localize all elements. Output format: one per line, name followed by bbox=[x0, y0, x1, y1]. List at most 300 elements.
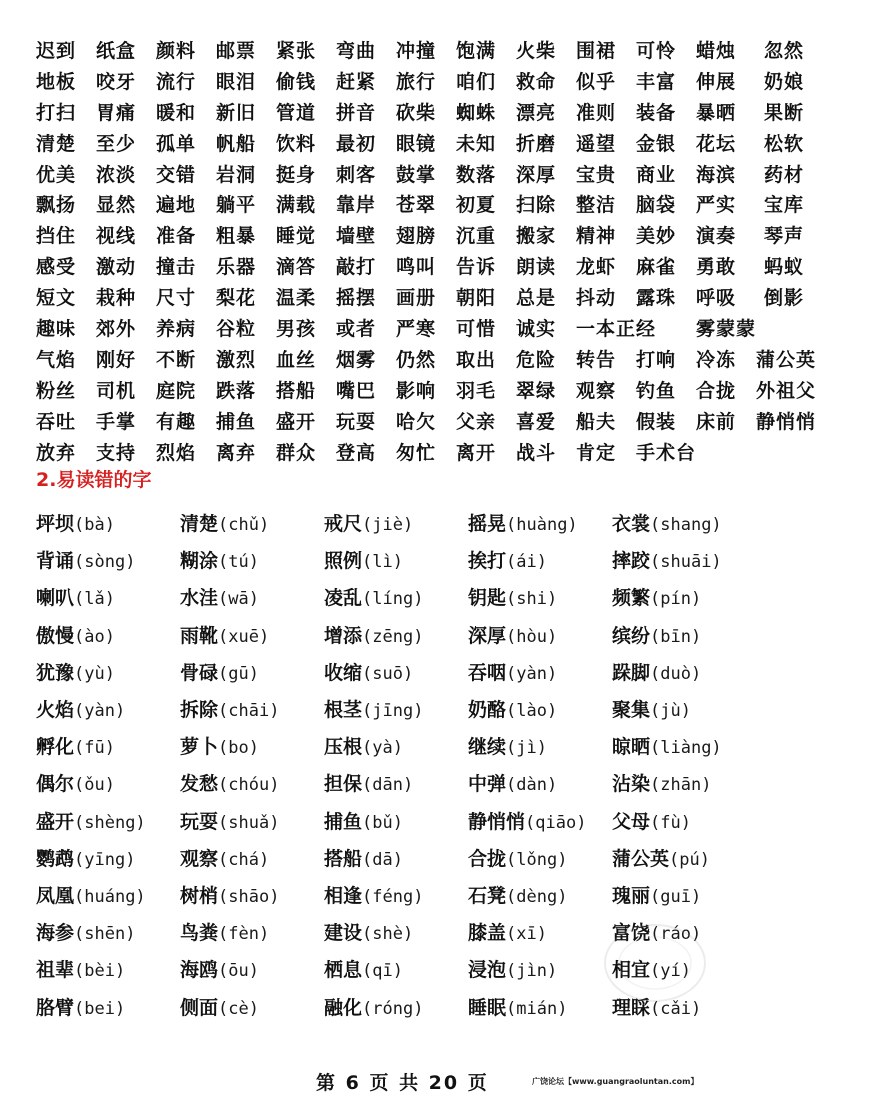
entry-pinyin: (chāi) bbox=[218, 701, 280, 722]
vocab-word: 摇摆 bbox=[336, 287, 377, 310]
vocab-word: 刺客 bbox=[336, 163, 377, 186]
vocab-word: 扫除 bbox=[516, 194, 557, 217]
vocab-word: 孤单 bbox=[156, 132, 197, 155]
pinyin-entry bbox=[36, 624, 180, 647]
vocab-word: 靠岸 bbox=[336, 194, 377, 217]
entry-pinyin: (bǔ) bbox=[362, 812, 403, 833]
entry-pinyin: (ái) bbox=[506, 552, 547, 573]
vocab-word: 滴答 bbox=[276, 256, 317, 279]
vocab-word: 花坛 bbox=[696, 132, 737, 155]
entry-word: 拆除 bbox=[180, 699, 219, 722]
vocab-word: 床前 bbox=[696, 410, 737, 433]
vocab-word: 手掌 bbox=[96, 410, 137, 433]
entry-word: 增添 bbox=[324, 624, 363, 647]
pinyin-entry bbox=[324, 996, 468, 1019]
pinyin-entry bbox=[324, 847, 468, 870]
vocab-word: 未知 bbox=[456, 132, 497, 155]
vocab-word: 总是 bbox=[516, 287, 557, 310]
pinyin-entry bbox=[612, 589, 756, 608]
entry-word: 衣裳 bbox=[612, 513, 651, 536]
entry-pinyin: (chǔ) bbox=[218, 515, 270, 536]
entry-pinyin: (shēn) bbox=[74, 924, 136, 945]
vocab-word: 眼镜 bbox=[396, 132, 437, 155]
entry-pinyin: (lǎ) bbox=[74, 589, 115, 610]
vocab-word: 暴晒 bbox=[696, 101, 737, 124]
page-number: 第 6 页 共 20 页 bbox=[316, 1072, 489, 1094]
vocab-word: 至少 bbox=[96, 132, 137, 155]
entry-pinyin: (huàng) bbox=[506, 515, 578, 536]
entry-pinyin: (yù) bbox=[74, 663, 115, 684]
vocab-word: 整洁 bbox=[576, 194, 617, 217]
pinyin-entry bbox=[468, 996, 612, 1019]
pinyin-entry bbox=[612, 515, 756, 534]
entry-pinyin: (chá) bbox=[218, 849, 270, 870]
entry-word: 火焰 bbox=[36, 699, 75, 722]
pinyin-entry bbox=[180, 961, 324, 980]
entry-word: 奶酪 bbox=[468, 699, 507, 722]
vocab-word: 商业 bbox=[636, 163, 677, 186]
entry-pinyin: (fù) bbox=[650, 812, 691, 833]
entry-word: 水洼 bbox=[180, 587, 219, 610]
pinyin-entry bbox=[468, 661, 612, 684]
vocab-word: 咱们 bbox=[456, 70, 497, 93]
vocab-word: 挡住 bbox=[36, 225, 77, 248]
entry-word: 缤纷 bbox=[612, 624, 651, 647]
entry-pinyin: (jì) bbox=[506, 738, 547, 759]
entry-pinyin: (qī) bbox=[362, 961, 403, 982]
entry-pinyin: (lǒng) bbox=[506, 849, 568, 870]
vocab-row bbox=[36, 314, 756, 345]
pinyin-entry bbox=[324, 661, 468, 684]
vocab-word: 司机 bbox=[96, 379, 137, 402]
vocab-word: 梨花 bbox=[216, 287, 257, 310]
vocab-row bbox=[36, 36, 805, 67]
entry-word: 深厚 bbox=[468, 624, 507, 647]
vocab-word: 海滨 bbox=[696, 163, 737, 186]
entry-pinyin: (gū) bbox=[218, 663, 259, 684]
entry-word: 搭船 bbox=[324, 847, 363, 870]
entry-word: 鸟粪 bbox=[180, 922, 219, 945]
entry-pinyin: (jìn) bbox=[506, 961, 558, 982]
vocab-row bbox=[36, 160, 805, 191]
vocab-word: 谷粒 bbox=[216, 317, 257, 340]
vocab-word: 翅膀 bbox=[396, 225, 437, 248]
pinyin-entry bbox=[36, 738, 180, 757]
entry-word: 孵化 bbox=[36, 736, 75, 759]
entry-word: 偶尔 bbox=[36, 773, 75, 796]
vocab-word: 宝贵 bbox=[576, 163, 617, 186]
pinyin-entry bbox=[36, 884, 180, 907]
pinyin-entry bbox=[36, 924, 180, 943]
pinyin-entry bbox=[36, 515, 180, 534]
entry-word: 鹦鹉 bbox=[36, 847, 75, 870]
vocab-word: 迟到 bbox=[36, 39, 77, 62]
entry-word: 海参 bbox=[36, 922, 75, 945]
vocab-row bbox=[36, 407, 817, 438]
vocab-word: 琴声 bbox=[764, 225, 805, 248]
vocab-word: 满载 bbox=[276, 194, 317, 217]
entry-pinyin: (pín) bbox=[650, 589, 702, 610]
entry-word: 富饶 bbox=[612, 922, 651, 945]
pinyin-entry bbox=[468, 884, 612, 907]
pinyin-entry bbox=[36, 775, 180, 794]
entry-word: 融化 bbox=[324, 996, 363, 1019]
vocab-word: 盛开 bbox=[276, 410, 317, 433]
vocab-word: 捕鱼 bbox=[216, 410, 257, 433]
pinyin-entry bbox=[468, 624, 612, 647]
pinyin-entry bbox=[468, 515, 612, 534]
vocab-word: 栽种 bbox=[96, 287, 137, 310]
vocab-word: 告诉 bbox=[456, 256, 497, 279]
pinyin-entry bbox=[612, 775, 756, 794]
pinyin-entry bbox=[36, 589, 180, 608]
vocab-word: 奶娘 bbox=[764, 70, 805, 93]
pinyin-entry bbox=[468, 924, 612, 943]
vocab-word: 温柔 bbox=[276, 287, 317, 310]
vocab-word: 男孩 bbox=[276, 317, 317, 340]
pinyin-row bbox=[36, 618, 756, 655]
pinyin-entry bbox=[36, 810, 180, 833]
vocab-word: 朝阳 bbox=[456, 287, 497, 310]
vocab-word: 脑袋 bbox=[636, 194, 677, 217]
entry-word: 观察 bbox=[180, 847, 219, 870]
vocab-word: 躺平 bbox=[216, 194, 257, 217]
pinyin-entry bbox=[468, 810, 612, 833]
pinyin-entry bbox=[180, 738, 324, 757]
entry-word: 钥匙 bbox=[468, 587, 507, 610]
vocab-word: 搬家 bbox=[516, 225, 557, 248]
pinyin-row bbox=[36, 692, 756, 729]
vocab-row bbox=[36, 345, 817, 376]
pinyin-entry bbox=[612, 661, 756, 684]
entry-word: 相逢 bbox=[324, 884, 363, 907]
entry-word: 骨碌 bbox=[180, 661, 219, 684]
vocab-word: 羽毛 bbox=[456, 379, 497, 402]
vocab-word: 冲撞 bbox=[396, 39, 437, 62]
vocab-row bbox=[36, 98, 805, 129]
entry-word: 祖辈 bbox=[36, 959, 75, 982]
vocab-word: 外祖父 bbox=[756, 379, 817, 402]
pinyin-entry bbox=[180, 589, 324, 608]
pinyin-entry bbox=[468, 738, 612, 757]
vocab-word: 敲打 bbox=[336, 256, 377, 279]
entry-pinyin: (yīng) bbox=[74, 849, 136, 870]
entry-word: 照例 bbox=[324, 550, 363, 573]
entry-word: 喇叭 bbox=[36, 587, 75, 610]
entry-pinyin: (bei) bbox=[74, 998, 126, 1019]
pinyin-entry bbox=[36, 701, 180, 720]
entry-word: 合拢 bbox=[468, 847, 507, 870]
pinyin-entry bbox=[612, 552, 756, 571]
vocab-word: 父亲 bbox=[456, 410, 497, 433]
vocab-word: 火柴 bbox=[516, 39, 557, 62]
vocab-word: 遍地 bbox=[156, 194, 197, 217]
vocab-word: 跌落 bbox=[216, 379, 257, 402]
vocab-word: 美妙 bbox=[636, 225, 677, 248]
entry-word: 建设 bbox=[324, 922, 363, 945]
entry-word: 摇晃 bbox=[468, 513, 507, 536]
vocab-word: 打响 bbox=[636, 348, 677, 371]
vocab-word: 取出 bbox=[456, 348, 497, 371]
vocab-word: 麻雀 bbox=[636, 256, 677, 279]
vocab-word: 蜡烛 bbox=[696, 39, 737, 62]
vocab-word: 装备 bbox=[636, 101, 677, 124]
vocab-word: 邮票 bbox=[216, 39, 257, 62]
vocab-word: 呼吸 bbox=[696, 287, 737, 310]
entry-pinyin: (fū) bbox=[74, 738, 115, 759]
vocab-word: 精神 bbox=[576, 225, 617, 248]
pinyin-entry bbox=[180, 810, 324, 833]
vocab-word: 短文 bbox=[36, 287, 77, 310]
vocab-row bbox=[36, 283, 805, 314]
entry-pinyin: (bà) bbox=[74, 515, 115, 536]
entry-word: 海鸥 bbox=[180, 959, 219, 982]
vocab-word: 钓鱼 bbox=[636, 379, 677, 402]
entry-word: 跺脚 bbox=[612, 661, 651, 684]
entry-word: 浸泡 bbox=[468, 959, 507, 982]
entry-pinyin: (huáng) bbox=[74, 886, 146, 907]
entry-word: 收缩 bbox=[324, 661, 363, 684]
entry-pinyin: (ōu) bbox=[218, 961, 259, 982]
vocab-word: 支持 bbox=[96, 441, 137, 464]
entry-pinyin: (ráo) bbox=[650, 924, 702, 945]
vocab-word: 搭船 bbox=[276, 379, 317, 402]
vocab-word: 诚实 bbox=[516, 317, 557, 340]
vocab-word: 丰富 bbox=[636, 70, 677, 93]
vocab-word: 紧张 bbox=[276, 39, 317, 62]
vocab-word: 静悄悄 bbox=[756, 410, 817, 433]
entry-pinyin: (cè) bbox=[218, 998, 259, 1019]
vocab-word: 冷冻 bbox=[696, 348, 737, 371]
vocab-word: 离开 bbox=[456, 441, 497, 464]
vocab-word: 交错 bbox=[156, 163, 197, 186]
vocab-word: 翠绿 bbox=[516, 379, 557, 402]
section-title: 2.易读错的字 bbox=[36, 469, 152, 491]
vocab-word: 眼泪 bbox=[216, 70, 257, 93]
vocab-word: 玩耍 bbox=[336, 410, 377, 433]
vocab-word: 假装 bbox=[636, 410, 677, 433]
entry-word: 担保 bbox=[324, 773, 363, 796]
entry-pinyin: (yà) bbox=[362, 738, 403, 759]
entry-pinyin: (suō) bbox=[362, 663, 414, 684]
entry-pinyin: (cǎi) bbox=[650, 998, 702, 1019]
page-footer bbox=[0, 1068, 780, 1098]
entry-pinyin: (yàn) bbox=[506, 663, 558, 684]
pinyin-row bbox=[36, 506, 756, 543]
vocab-row bbox=[36, 252, 805, 283]
pinyin-entry bbox=[180, 847, 324, 870]
entry-pinyin: (tú) bbox=[218, 552, 259, 573]
vocab-word: 转告 bbox=[576, 348, 617, 371]
pinyin-entry bbox=[612, 810, 756, 833]
pinyin-row bbox=[36, 841, 756, 878]
entry-word: 挨打 bbox=[468, 550, 507, 573]
vocab-word: 弯曲 bbox=[336, 39, 377, 62]
pinyin-entry bbox=[180, 996, 324, 1019]
pinyin-entry bbox=[36, 996, 180, 1019]
vocab-word: 深厚 bbox=[516, 163, 557, 186]
vocab-word: 喜爱 bbox=[516, 410, 557, 433]
entry-pinyin: (shuǎ) bbox=[218, 812, 280, 833]
vocab-word: 拼音 bbox=[336, 101, 377, 124]
entry-pinyin: (jīng) bbox=[362, 701, 424, 722]
pinyin-entry bbox=[324, 624, 468, 647]
pinyin-entry bbox=[468, 961, 612, 980]
vocab-word: 飘扬 bbox=[36, 194, 77, 217]
pinyin-entry bbox=[468, 775, 612, 794]
vocab-word: 新旧 bbox=[216, 101, 257, 124]
vocab-word: 药材 bbox=[764, 163, 805, 186]
entry-pinyin: (chóu) bbox=[218, 775, 280, 796]
vocab-word: 赶紧 bbox=[336, 70, 377, 93]
entry-pinyin: (mián) bbox=[506, 998, 568, 1019]
entry-pinyin: (bèi) bbox=[74, 961, 126, 982]
vocab-word: 仍然 bbox=[396, 348, 437, 371]
vocab-word: 朗读 bbox=[516, 256, 557, 279]
entry-pinyin: (xuē) bbox=[218, 626, 270, 647]
entry-word: 侧面 bbox=[180, 996, 219, 1019]
vocab-word: 视线 bbox=[96, 225, 137, 248]
vocab-word: 浓淡 bbox=[96, 163, 137, 186]
entry-pinyin: (lì) bbox=[362, 552, 403, 573]
pinyin-entry bbox=[468, 589, 612, 608]
entry-word: 发愁 bbox=[180, 773, 219, 796]
pinyin-entry bbox=[324, 961, 468, 980]
entry-word: 沾染 bbox=[612, 773, 651, 796]
vocab-word: 流行 bbox=[156, 70, 197, 93]
entry-word: 清楚 bbox=[180, 513, 219, 536]
vocab-word: 管道 bbox=[276, 101, 317, 124]
entry-pinyin: (jiè) bbox=[362, 515, 414, 536]
entry-pinyin: (dān) bbox=[362, 775, 414, 796]
pinyin-row bbox=[36, 804, 756, 841]
entry-word: 睡眠 bbox=[468, 996, 507, 1019]
vocab-word: 金银 bbox=[636, 132, 677, 155]
pinyin-entry bbox=[324, 515, 468, 534]
vocab-word: 乐器 bbox=[216, 256, 257, 279]
entry-word: 聚集 bbox=[612, 699, 651, 722]
entry-pinyin: (shuāi) bbox=[650, 552, 722, 573]
vocab-row bbox=[36, 376, 817, 407]
vocab-word: 暖和 bbox=[156, 101, 197, 124]
vocab-word: 不断 bbox=[156, 348, 197, 371]
pinyin-entry bbox=[324, 775, 468, 794]
vocab-word: 岩洞 bbox=[216, 163, 257, 186]
vocab-word: 纸盒 bbox=[96, 39, 137, 62]
entry-pinyin: (yí) bbox=[650, 961, 691, 982]
vocab-word: 果断 bbox=[764, 101, 805, 124]
vocab-word: 龙虾 bbox=[576, 256, 617, 279]
entry-word: 中弹 bbox=[468, 773, 507, 796]
pinyin-entry bbox=[324, 810, 468, 833]
vocab-word: 烟雾 bbox=[336, 348, 377, 371]
vocab-word: 或者 bbox=[336, 317, 377, 340]
pinyin-entry bbox=[180, 624, 324, 647]
vocab-word: 雾蒙蒙 bbox=[696, 317, 757, 340]
vocab-word: 睡觉 bbox=[276, 225, 317, 248]
vocab-word: 粗暴 bbox=[216, 225, 257, 248]
pinyin-entry bbox=[612, 884, 756, 907]
vocab-word: 严寒 bbox=[396, 317, 437, 340]
entry-pinyin: (duò) bbox=[650, 663, 702, 684]
pinyin-row bbox=[36, 543, 756, 580]
entry-word: 凌乱 bbox=[324, 587, 363, 610]
pinyin-entry bbox=[180, 924, 324, 943]
entry-pinyin: (pú) bbox=[669, 849, 710, 870]
pinyin-entry bbox=[36, 661, 180, 684]
vocab-word: 清楚 bbox=[36, 132, 77, 155]
vocab-row bbox=[36, 221, 805, 252]
vocab-word: 似乎 bbox=[576, 70, 617, 93]
entry-word: 压根 bbox=[324, 736, 363, 759]
entry-word: 根茎 bbox=[324, 699, 363, 722]
vocab-word: 咬牙 bbox=[96, 70, 137, 93]
vocab-word: 优美 bbox=[36, 163, 77, 186]
entry-pinyin: (yàn) bbox=[74, 701, 126, 722]
pinyin-entry bbox=[180, 884, 324, 907]
entry-pinyin: (wā) bbox=[218, 589, 259, 610]
vocab-word: 准则 bbox=[576, 101, 617, 124]
vocab-word: 庭院 bbox=[156, 379, 197, 402]
entry-word: 相宜 bbox=[612, 959, 651, 982]
entry-pinyin: (xī) bbox=[506, 924, 547, 945]
entry-word: 理睬 bbox=[612, 996, 651, 1019]
vocab-word: 救命 bbox=[516, 70, 557, 93]
entry-pinyin: (bo) bbox=[218, 738, 259, 759]
entry-word: 糊涂 bbox=[180, 550, 219, 573]
vocab-word: 沉重 bbox=[456, 225, 497, 248]
vocab-word: 严实 bbox=[696, 194, 737, 217]
vocab-word: 血丝 bbox=[276, 348, 317, 371]
entry-word: 静悄悄 bbox=[468, 810, 526, 833]
vocab-word: 最初 bbox=[336, 132, 377, 155]
pinyin-entry bbox=[180, 701, 324, 720]
entry-word: 摔跤 bbox=[612, 550, 651, 573]
vocab-row bbox=[36, 67, 805, 98]
vocab-word: 有趣 bbox=[156, 410, 197, 433]
vocab-word: 地板 bbox=[36, 70, 77, 93]
vocab-word: 显然 bbox=[96, 194, 137, 217]
vocab-word: 围裙 bbox=[576, 39, 617, 62]
vocab-word: 砍柴 bbox=[396, 101, 437, 124]
vocab-word: 画册 bbox=[396, 287, 437, 310]
pinyin-entry bbox=[468, 701, 612, 720]
entry-word: 石凳 bbox=[468, 884, 507, 907]
entry-pinyin: (dàn) bbox=[506, 775, 558, 796]
vocab-word: 气焰 bbox=[36, 348, 77, 371]
vocab-word: 养病 bbox=[156, 317, 197, 340]
vocab-row bbox=[36, 190, 805, 221]
entry-word: 傲慢 bbox=[36, 624, 75, 647]
vocab-word: 群众 bbox=[276, 441, 317, 464]
vocab-word: 感受 bbox=[36, 256, 77, 279]
entry-word: 频繁 bbox=[612, 587, 651, 610]
pinyin-row bbox=[36, 655, 756, 692]
vocab-word: 饱满 bbox=[456, 39, 497, 62]
vocab-word: 鼓掌 bbox=[396, 163, 437, 186]
vocab-word: 危险 bbox=[516, 348, 557, 371]
entry-pinyin: (sòng) bbox=[74, 552, 136, 573]
vocab-word: 蚂蚁 bbox=[764, 256, 805, 279]
vocab-word: 一本正经 bbox=[576, 317, 657, 340]
entry-word: 犹豫 bbox=[36, 661, 75, 684]
vocab-word: 蒲公英 bbox=[756, 348, 817, 371]
entry-word: 膝盖 bbox=[468, 922, 507, 945]
entry-pinyin: (guī) bbox=[650, 886, 702, 907]
vocab-word: 战斗 bbox=[516, 441, 557, 464]
vocab-word: 嘴巴 bbox=[336, 379, 377, 402]
entry-pinyin: (jù) bbox=[650, 701, 691, 722]
